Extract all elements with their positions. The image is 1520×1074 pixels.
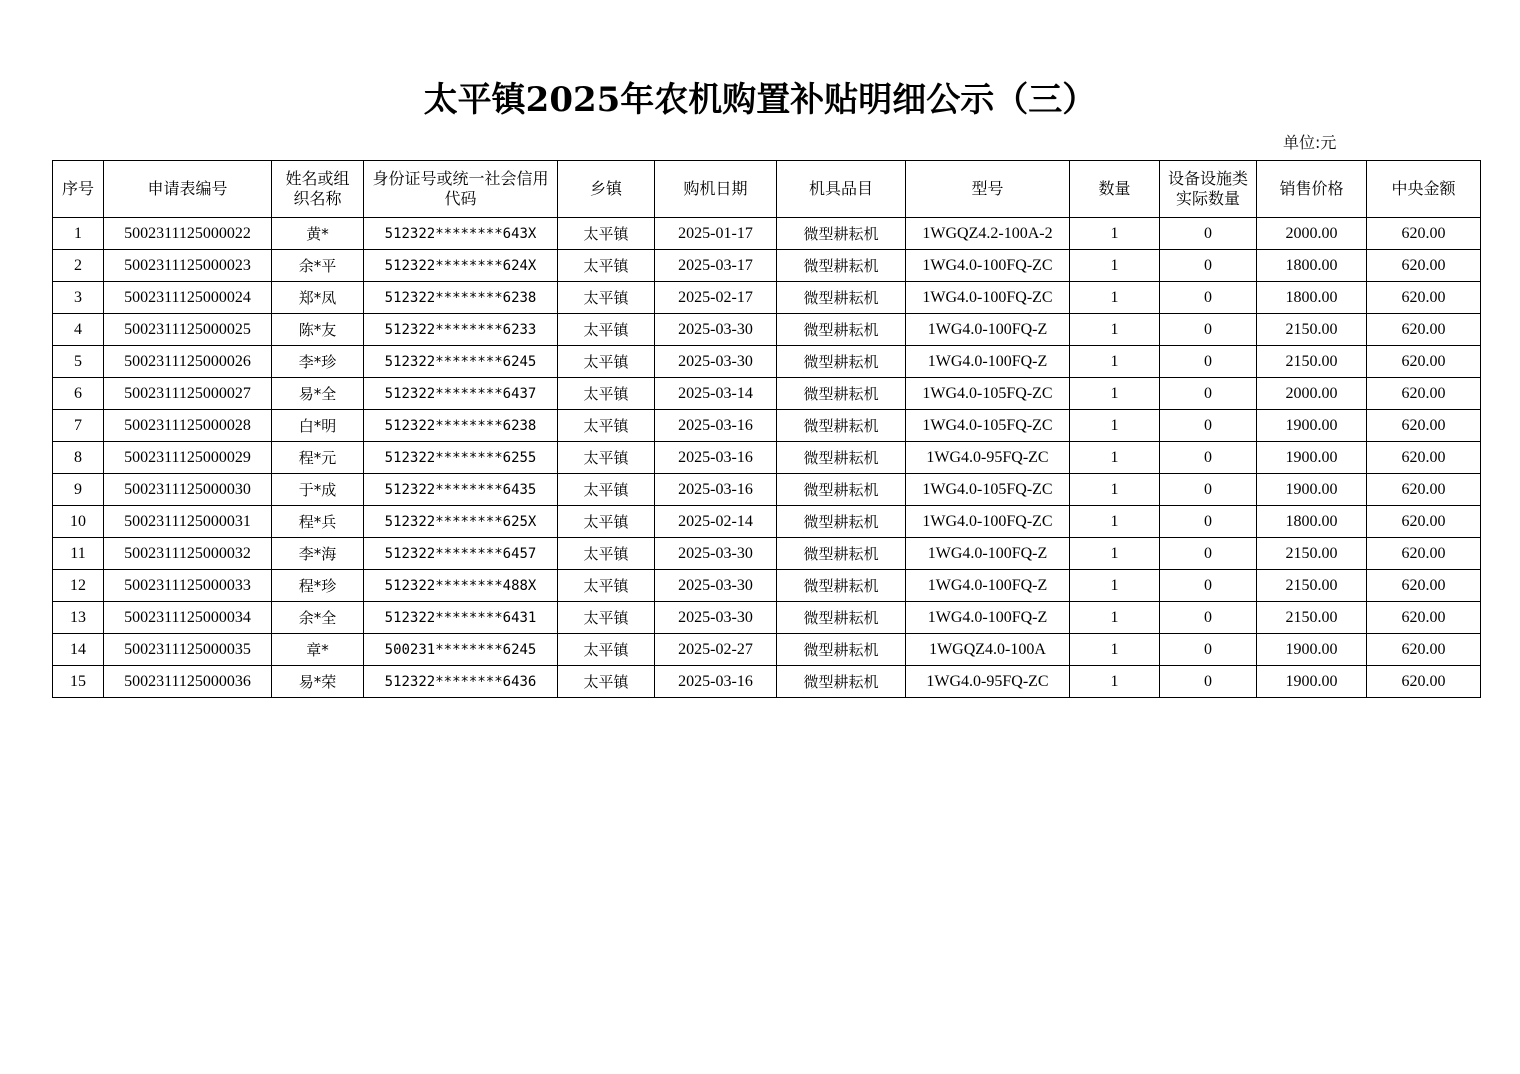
cell-town: 太平镇 bbox=[558, 474, 655, 506]
table-row bbox=[53, 378, 1481, 410]
table-row bbox=[53, 506, 1481, 538]
cell-central-amount: 620.00 bbox=[1367, 634, 1481, 666]
cell-application-number: 5002311125000036 bbox=[104, 666, 272, 698]
cell-application-number: 5002311125000023 bbox=[104, 250, 272, 282]
cell-central-amount: 620.00 bbox=[1367, 538, 1481, 570]
cell-central-amount: 620.00 bbox=[1367, 474, 1481, 506]
cell-machine-category: 微型耕耘机 bbox=[777, 250, 906, 282]
header-cell: 型号 bbox=[906, 161, 1070, 218]
cell-facility-quantity: 0 bbox=[1160, 442, 1257, 474]
cell-id-number: 512322********6457 bbox=[364, 538, 558, 570]
cell-quantity: 1 bbox=[1070, 538, 1160, 570]
cell-sale-price: 2150.00 bbox=[1257, 314, 1367, 346]
cell-machine-category: 微型耕耘机 bbox=[777, 314, 906, 346]
table-row bbox=[53, 410, 1481, 442]
cell-purchase-date: 2025-01-17 bbox=[655, 218, 777, 250]
cell-name: 易*荣 bbox=[272, 666, 364, 698]
cell-quantity: 1 bbox=[1070, 570, 1160, 602]
header-cell: 申请表编号 bbox=[104, 161, 272, 218]
header-cell: 购机日期 bbox=[655, 161, 777, 218]
cell-application-number: 5002311125000032 bbox=[104, 538, 272, 570]
cell-central-amount: 620.00 bbox=[1367, 314, 1481, 346]
cell-machine-category: 微型耕耘机 bbox=[777, 282, 906, 314]
cell-name: 李*海 bbox=[272, 538, 364, 570]
cell-machine-category: 微型耕耘机 bbox=[777, 410, 906, 442]
cell-town: 太平镇 bbox=[558, 218, 655, 250]
cell-model: 1WG4.0-100FQ-Z bbox=[906, 346, 1070, 378]
cell-machine-category: 微型耕耘机 bbox=[777, 346, 906, 378]
cell-model: 1WG4.0-100FQ-ZC bbox=[906, 282, 1070, 314]
cell-facility-quantity: 0 bbox=[1160, 282, 1257, 314]
cell-machine-category: 微型耕耘机 bbox=[777, 506, 906, 538]
cell-model: 1WG4.0-95FQ-ZC bbox=[906, 442, 1070, 474]
cell-purchase-date: 2025-03-30 bbox=[655, 314, 777, 346]
cell-index: 14 bbox=[53, 634, 104, 666]
cell-town: 太平镇 bbox=[558, 442, 655, 474]
table-row bbox=[53, 218, 1481, 250]
cell-sale-price: 1900.00 bbox=[1257, 634, 1367, 666]
cell-central-amount: 620.00 bbox=[1367, 218, 1481, 250]
cell-model: 1WG4.0-100FQ-ZC bbox=[906, 250, 1070, 282]
unit-label: 单位:元 bbox=[1283, 133, 1337, 152]
cell-model: 1WGQZ4.0-100A bbox=[906, 634, 1070, 666]
header-cell: 设备设施类实际数量 bbox=[1160, 161, 1257, 218]
cell-purchase-date: 2025-03-30 bbox=[655, 346, 777, 378]
header-cell: 中央金额 bbox=[1367, 161, 1481, 218]
cell-application-number: 5002311125000024 bbox=[104, 282, 272, 314]
header-cell: 序号 bbox=[53, 161, 104, 218]
cell-central-amount: 620.00 bbox=[1367, 378, 1481, 410]
cell-quantity: 1 bbox=[1070, 410, 1160, 442]
cell-machine-category: 微型耕耘机 bbox=[777, 474, 906, 506]
cell-application-number: 5002311125000033 bbox=[104, 570, 272, 602]
cell-central-amount: 620.00 bbox=[1367, 250, 1481, 282]
cell-central-amount: 620.00 bbox=[1367, 602, 1481, 634]
cell-sale-price: 1900.00 bbox=[1257, 410, 1367, 442]
cell-name: 程*珍 bbox=[272, 570, 364, 602]
subsidy-table bbox=[52, 160, 1481, 698]
cell-quantity: 1 bbox=[1070, 666, 1160, 698]
cell-town: 太平镇 bbox=[558, 410, 655, 442]
cell-machine-category: 微型耕耘机 bbox=[777, 602, 906, 634]
cell-model: 1WG4.0-95FQ-ZC bbox=[906, 666, 1070, 698]
table-row bbox=[53, 442, 1481, 474]
cell-quantity: 1 bbox=[1070, 506, 1160, 538]
cell-machine-category: 微型耕耘机 bbox=[777, 378, 906, 410]
cell-quantity: 1 bbox=[1070, 474, 1160, 506]
cell-town: 太平镇 bbox=[558, 250, 655, 282]
cell-quantity: 1 bbox=[1070, 634, 1160, 666]
cell-id-number: 512322********6238 bbox=[364, 410, 558, 442]
table-row bbox=[53, 250, 1481, 282]
cell-application-number: 5002311125000025 bbox=[104, 314, 272, 346]
cell-sale-price: 2000.00 bbox=[1257, 218, 1367, 250]
cell-central-amount: 620.00 bbox=[1367, 570, 1481, 602]
cell-purchase-date: 2025-03-30 bbox=[655, 570, 777, 602]
cell-model: 1WG4.0-100FQ-ZC bbox=[906, 506, 1070, 538]
cell-id-number: 512322********6436 bbox=[364, 666, 558, 698]
cell-index: 11 bbox=[53, 538, 104, 570]
cell-model: 1WG4.0-100FQ-Z bbox=[906, 538, 1070, 570]
cell-name: 于*成 bbox=[272, 474, 364, 506]
cell-town: 太平镇 bbox=[558, 314, 655, 346]
cell-name: 陈*友 bbox=[272, 314, 364, 346]
cell-facility-quantity: 0 bbox=[1160, 378, 1257, 410]
cell-purchase-date: 2025-03-16 bbox=[655, 410, 777, 442]
cell-name: 李*珍 bbox=[272, 346, 364, 378]
cell-application-number: 5002311125000030 bbox=[104, 474, 272, 506]
cell-facility-quantity: 0 bbox=[1160, 474, 1257, 506]
cell-sale-price: 1800.00 bbox=[1257, 282, 1367, 314]
cell-name: 余*平 bbox=[272, 250, 364, 282]
cell-id-number: 512322********643X bbox=[364, 218, 558, 250]
cell-model: 1WG4.0-100FQ-Z bbox=[906, 602, 1070, 634]
cell-central-amount: 620.00 bbox=[1367, 410, 1481, 442]
cell-name: 郑*凤 bbox=[272, 282, 364, 314]
cell-facility-quantity: 0 bbox=[1160, 218, 1257, 250]
cell-name: 余*全 bbox=[272, 602, 364, 634]
cell-sale-price: 2000.00 bbox=[1257, 378, 1367, 410]
cell-index: 15 bbox=[53, 666, 104, 698]
cell-quantity: 1 bbox=[1070, 346, 1160, 378]
cell-facility-quantity: 0 bbox=[1160, 506, 1257, 538]
table-row bbox=[53, 314, 1481, 346]
cell-central-amount: 620.00 bbox=[1367, 666, 1481, 698]
cell-purchase-date: 2025-03-14 bbox=[655, 378, 777, 410]
cell-machine-category: 微型耕耘机 bbox=[777, 442, 906, 474]
cell-application-number: 5002311125000031 bbox=[104, 506, 272, 538]
table-row bbox=[53, 474, 1481, 506]
header-cell: 乡镇 bbox=[558, 161, 655, 218]
cell-sale-price: 2150.00 bbox=[1257, 346, 1367, 378]
cell-application-number: 5002311125000029 bbox=[104, 442, 272, 474]
cell-quantity: 1 bbox=[1070, 314, 1160, 346]
cell-facility-quantity: 0 bbox=[1160, 538, 1257, 570]
cell-machine-category: 微型耕耘机 bbox=[777, 666, 906, 698]
cell-purchase-date: 2025-03-16 bbox=[655, 474, 777, 506]
cell-id-number: 512322********6238 bbox=[364, 282, 558, 314]
cell-application-number: 5002311125000035 bbox=[104, 634, 272, 666]
cell-facility-quantity: 0 bbox=[1160, 250, 1257, 282]
cell-quantity: 1 bbox=[1070, 250, 1160, 282]
cell-town: 太平镇 bbox=[558, 666, 655, 698]
cell-purchase-date: 2025-03-30 bbox=[655, 538, 777, 570]
cell-id-number: 500231********6245 bbox=[364, 634, 558, 666]
cell-sale-price: 1900.00 bbox=[1257, 442, 1367, 474]
cell-id-number: 512322********6255 bbox=[364, 442, 558, 474]
cell-purchase-date: 2025-03-30 bbox=[655, 602, 777, 634]
header-cell: 身份证号或统一社会信用代码 bbox=[364, 161, 558, 218]
cell-id-number: 512322********6431 bbox=[364, 602, 558, 634]
table-row bbox=[53, 282, 1481, 314]
header-cell: 机具品目 bbox=[777, 161, 906, 218]
cell-quantity: 1 bbox=[1070, 282, 1160, 314]
cell-index: 9 bbox=[53, 474, 104, 506]
cell-quantity: 1 bbox=[1070, 602, 1160, 634]
cell-name: 章* bbox=[272, 634, 364, 666]
table-row bbox=[53, 666, 1481, 698]
cell-application-number: 5002311125000026 bbox=[104, 346, 272, 378]
cell-town: 太平镇 bbox=[558, 506, 655, 538]
cell-model: 1WG4.0-100FQ-Z bbox=[906, 314, 1070, 346]
cell-town: 太平镇 bbox=[558, 378, 655, 410]
cell-name: 黄* bbox=[272, 218, 364, 250]
cell-town: 太平镇 bbox=[558, 346, 655, 378]
table-row bbox=[53, 570, 1481, 602]
cell-quantity: 1 bbox=[1070, 218, 1160, 250]
cell-id-number: 512322********6245 bbox=[364, 346, 558, 378]
cell-facility-quantity: 0 bbox=[1160, 602, 1257, 634]
table-body bbox=[53, 218, 1481, 698]
cell-model: 1WG4.0-100FQ-Z bbox=[906, 570, 1070, 602]
cell-index: 7 bbox=[53, 410, 104, 442]
cell-facility-quantity: 0 bbox=[1160, 314, 1257, 346]
header-cell: 销售价格 bbox=[1257, 161, 1367, 218]
cell-sale-price: 2150.00 bbox=[1257, 538, 1367, 570]
cell-index: 13 bbox=[53, 602, 104, 634]
cell-id-number: 512322********625X bbox=[364, 506, 558, 538]
cell-model: 1WG4.0-105FQ-ZC bbox=[906, 474, 1070, 506]
cell-application-number: 5002311125000034 bbox=[104, 602, 272, 634]
cell-index: 6 bbox=[53, 378, 104, 410]
cell-purchase-date: 2025-02-27 bbox=[655, 634, 777, 666]
cell-purchase-date: 2025-03-17 bbox=[655, 250, 777, 282]
cell-sale-price: 1900.00 bbox=[1257, 666, 1367, 698]
cell-index: 4 bbox=[53, 314, 104, 346]
cell-name: 易*全 bbox=[272, 378, 364, 410]
cell-model: 1WG4.0-105FQ-ZC bbox=[906, 378, 1070, 410]
cell-central-amount: 620.00 bbox=[1367, 506, 1481, 538]
cell-sale-price: 2150.00 bbox=[1257, 570, 1367, 602]
cell-machine-category: 微型耕耘机 bbox=[777, 570, 906, 602]
cell-id-number: 512322********6233 bbox=[364, 314, 558, 346]
cell-quantity: 1 bbox=[1070, 378, 1160, 410]
cell-name: 程*元 bbox=[272, 442, 364, 474]
cell-quantity: 1 bbox=[1070, 442, 1160, 474]
cell-purchase-date: 2025-02-14 bbox=[655, 506, 777, 538]
cell-application-number: 5002311125000027 bbox=[104, 378, 272, 410]
cell-machine-category: 微型耕耘机 bbox=[777, 538, 906, 570]
cell-central-amount: 620.00 bbox=[1367, 346, 1481, 378]
cell-town: 太平镇 bbox=[558, 634, 655, 666]
cell-id-number: 512322********6435 bbox=[364, 474, 558, 506]
cell-sale-price: 1900.00 bbox=[1257, 474, 1367, 506]
cell-name: 程*兵 bbox=[272, 506, 364, 538]
cell-purchase-date: 2025-02-17 bbox=[655, 282, 777, 314]
cell-model: 1WGQZ4.2-100A-2 bbox=[906, 218, 1070, 250]
cell-town: 太平镇 bbox=[558, 538, 655, 570]
cell-facility-quantity: 0 bbox=[1160, 634, 1257, 666]
cell-sale-price: 1800.00 bbox=[1257, 250, 1367, 282]
cell-purchase-date: 2025-03-16 bbox=[655, 666, 777, 698]
cell-application-number: 5002311125000028 bbox=[104, 410, 272, 442]
cell-index: 3 bbox=[53, 282, 104, 314]
cell-sale-price: 1800.00 bbox=[1257, 506, 1367, 538]
cell-machine-category: 微型耕耘机 bbox=[777, 218, 906, 250]
cell-index: 2 bbox=[53, 250, 104, 282]
cell-index: 12 bbox=[53, 570, 104, 602]
cell-machine-category: 微型耕耘机 bbox=[777, 634, 906, 666]
header-cell: 数量 bbox=[1070, 161, 1160, 218]
cell-index: 1 bbox=[53, 218, 104, 250]
cell-name: 白*明 bbox=[272, 410, 364, 442]
header-cell: 姓名或组织名称 bbox=[272, 161, 364, 218]
cell-application-number: 5002311125000022 bbox=[104, 218, 272, 250]
cell-id-number: 512322********6437 bbox=[364, 378, 558, 410]
cell-town: 太平镇 bbox=[558, 282, 655, 314]
cell-index: 5 bbox=[53, 346, 104, 378]
cell-index: 8 bbox=[53, 442, 104, 474]
cell-index: 10 bbox=[53, 506, 104, 538]
cell-id-number: 512322********624X bbox=[364, 250, 558, 282]
cell-facility-quantity: 0 bbox=[1160, 570, 1257, 602]
table-row bbox=[53, 346, 1481, 378]
cell-central-amount: 620.00 bbox=[1367, 442, 1481, 474]
cell-town: 太平镇 bbox=[558, 602, 655, 634]
cell-central-amount: 620.00 bbox=[1367, 282, 1481, 314]
table-row bbox=[53, 634, 1481, 666]
table-row bbox=[53, 602, 1481, 634]
cell-town: 太平镇 bbox=[558, 570, 655, 602]
table-header-row bbox=[53, 161, 1481, 218]
cell-facility-quantity: 0 bbox=[1160, 410, 1257, 442]
table-row bbox=[53, 538, 1481, 570]
cell-id-number: 512322********488X bbox=[364, 570, 558, 602]
cell-facility-quantity: 0 bbox=[1160, 346, 1257, 378]
cell-purchase-date: 2025-03-16 bbox=[655, 442, 777, 474]
cell-model: 1WG4.0-105FQ-ZC bbox=[906, 410, 1070, 442]
page-title: 太平镇2025年农机购置补贴明细公示（三） bbox=[423, 80, 1097, 120]
cell-sale-price: 2150.00 bbox=[1257, 602, 1367, 634]
cell-facility-quantity: 0 bbox=[1160, 666, 1257, 698]
